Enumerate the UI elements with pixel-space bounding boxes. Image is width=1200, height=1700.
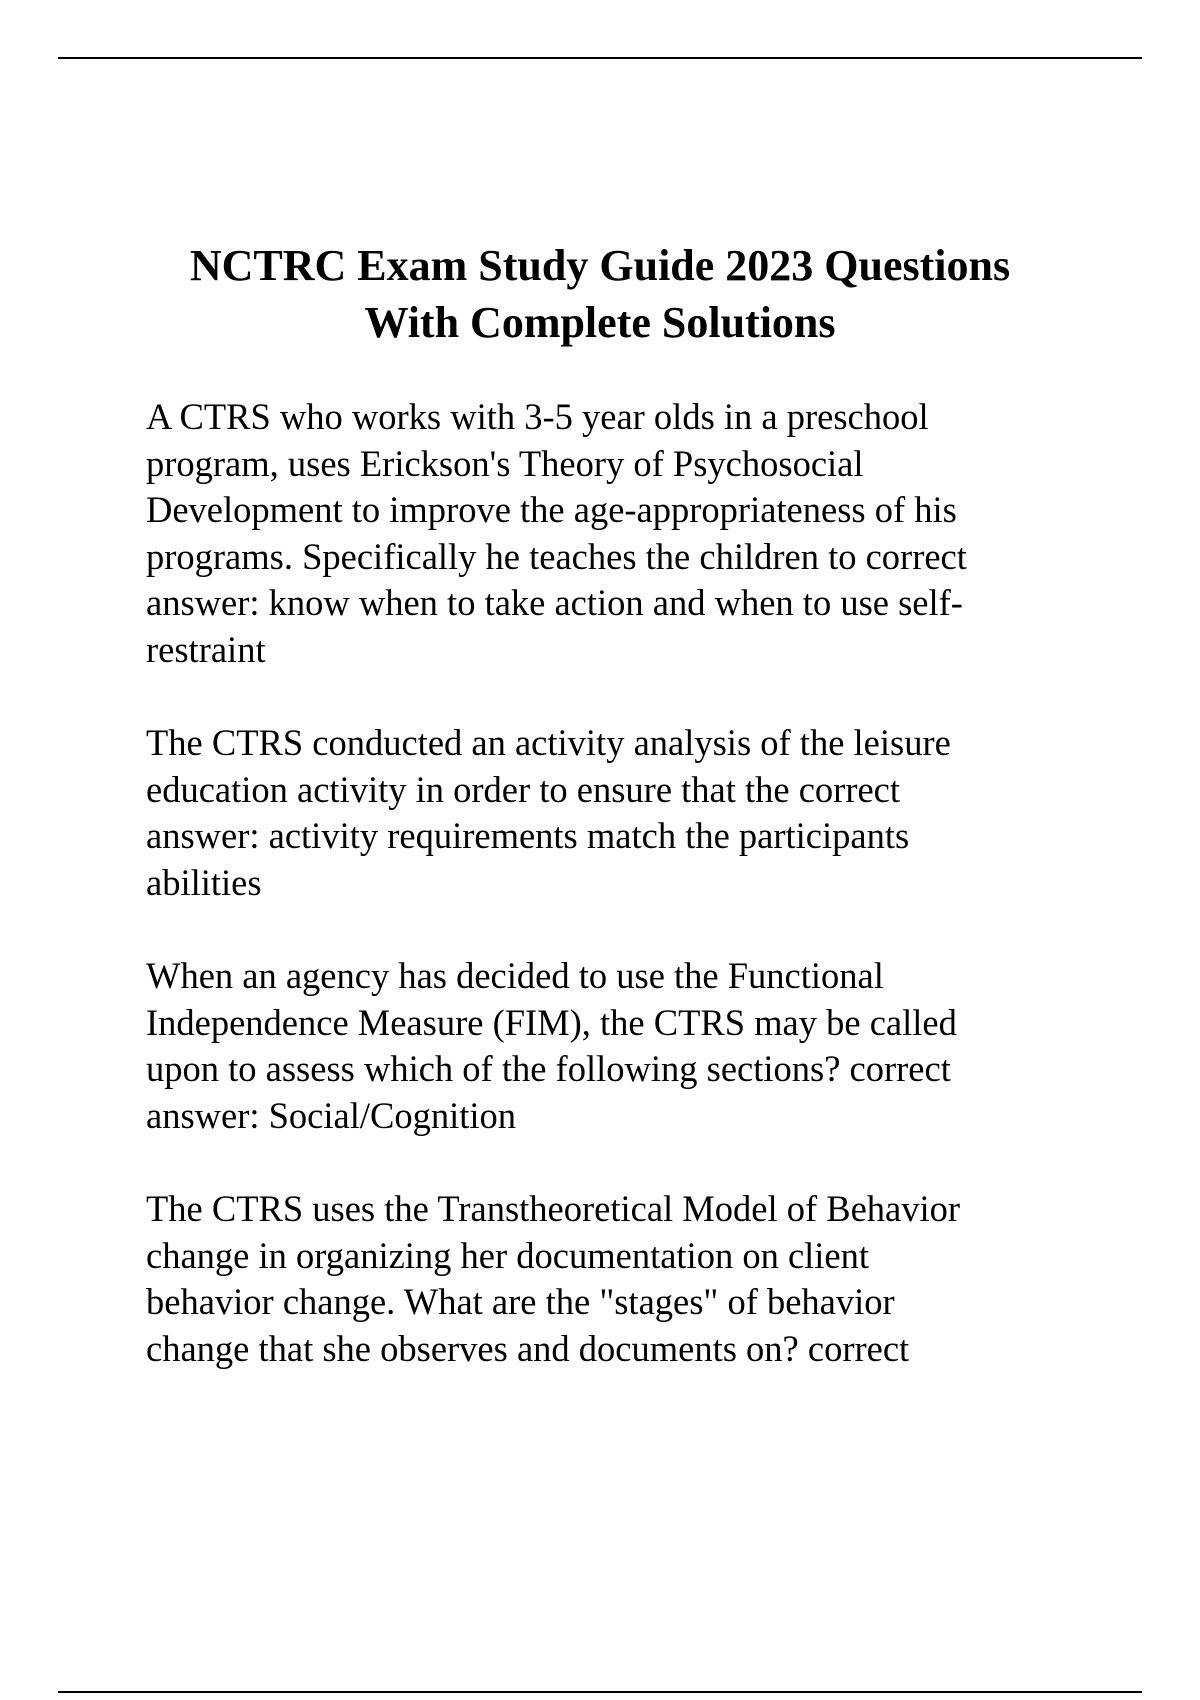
text-line: upon to assess which of the following sections? correct <box>146 1048 951 1089</box>
title-line: With Complete Solutions <box>364 298 836 347</box>
text-line: abilities <box>146 861 262 903</box>
text-line: answer: Social/Cognition <box>146 1094 517 1136</box>
text-line: answer: activity requirements match the participants <box>146 815 910 856</box>
footer-rule <box>58 1691 1142 1693</box>
text-line: Development to improve the age-appropriateness of his <box>146 489 957 530</box>
text-line: programs. Specifically he teaches the children to correct <box>146 535 967 577</box>
document-title <box>100 237 1100 351</box>
header-rule <box>58 57 1142 59</box>
question-answer-2 <box>146 720 1086 906</box>
question-list <box>146 394 1086 1419</box>
text-line: A CTRS who works with 3-5 year olds in a preschool <box>146 396 929 437</box>
text-line: answer: know when to take action and when to use self- <box>146 582 963 623</box>
text-line: change in organizing her documentation on client <box>146 1234 870 1276</box>
text-line: The CTRS conducted an activity analysis of the leisure <box>146 722 951 763</box>
text-line: The CTRS uses the Transtheoretical Model of Behavior <box>146 1188 961 1229</box>
text-line: behavior change. What are the "stages" of behavior <box>146 1281 895 1322</box>
question-answer-1 <box>146 394 1086 673</box>
text-line: change that she observes and documents on? correct <box>146 1327 910 1369</box>
text-line: Independence Measure (FIM), the CTRS may be called <box>146 1001 957 1043</box>
text-line: When an agency has decided to use the Functional <box>146 955 884 996</box>
question-answer-3 <box>146 953 1086 1139</box>
title-line: NCTRC Exam Study Guide 2023 Questions <box>189 241 1011 290</box>
question-answer-4 <box>146 1186 1086 1372</box>
text-line: program, uses Erickson's Theory of Psychosocial <box>146 442 864 484</box>
text-line: restraint <box>146 628 266 670</box>
text-line: education activity in order to ensure that the correct <box>146 768 901 810</box>
